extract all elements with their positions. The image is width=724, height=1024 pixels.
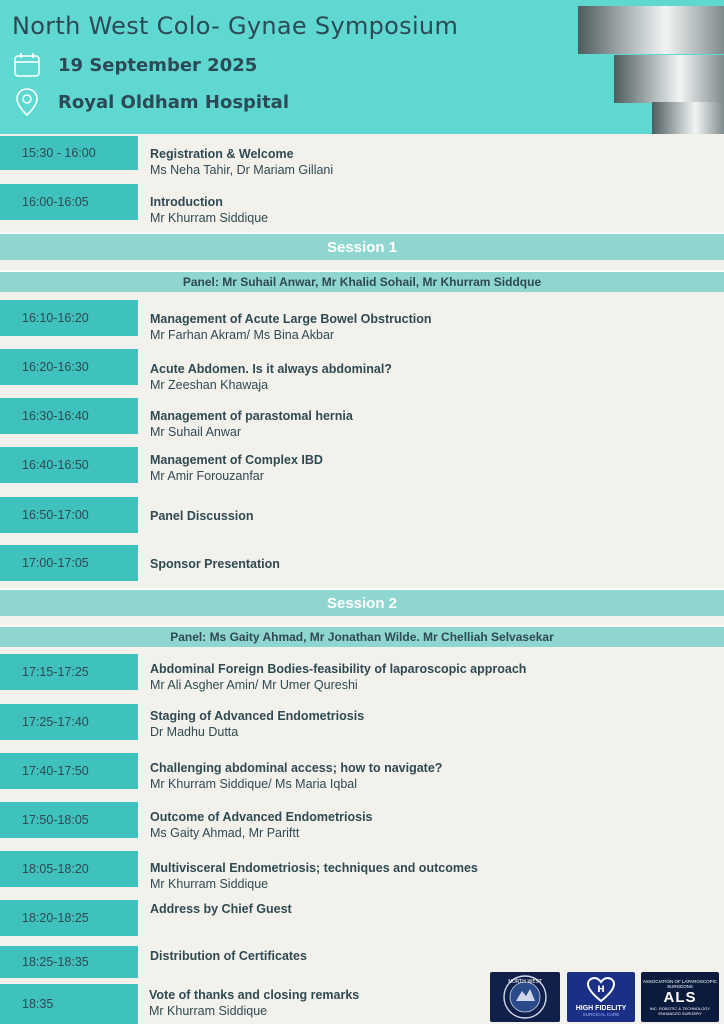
item-title: Sponsor Presentation	[150, 557, 280, 571]
calendar-icon	[12, 50, 42, 80]
item-title: Distribution of Certificates	[150, 949, 307, 963]
heart-icon	[586, 977, 616, 1003]
agenda-item	[150, 146, 670, 178]
agenda-item	[150, 708, 670, 740]
agenda-item	[150, 508, 670, 524]
time-slot: 17:15-17:25	[0, 654, 138, 690]
time-slot: 18:35	[0, 984, 138, 1024]
date-row	[12, 50, 257, 80]
time-slot: 17:00-17:05	[0, 545, 138, 581]
item-speaker: Ms Gaity Ahmad, Mr Pariftt	[150, 826, 300, 840]
agenda-item	[150, 860, 670, 892]
time-slot: 17:25-17:40	[0, 704, 138, 740]
header-banner	[0, 0, 724, 134]
time-slot: 16:20-16:30	[0, 349, 138, 385]
time-slot: 16:40-16:50	[0, 447, 138, 483]
venue-row	[12, 87, 289, 117]
item-speaker: Dr Madhu Dutta	[150, 725, 239, 739]
item-title: Address by Chief Guest	[150, 902, 292, 916]
event-date: 19 September 2025	[58, 54, 258, 76]
item-title: Management of Complex IBD	[150, 453, 323, 467]
item-speaker: Mr Zeeshan Khawaja	[150, 378, 269, 392]
location-pin-icon	[12, 87, 42, 117]
item-title: Challenging abdominal access; how to navigate?	[150, 761, 443, 775]
item-title: Management of parastomal hernia	[150, 409, 353, 423]
item-speaker: Mr Khurram Siddique	[149, 1004, 268, 1018]
panel-members: Panel: Mr Suhail Anwar, Mr Khalid Sohail, Mr Khurram Siddque	[0, 270, 724, 292]
item-speaker: Mr Khurram Siddique	[150, 877, 269, 891]
agenda-item	[150, 901, 670, 917]
item-speaker: Ms Neha Tahir, Dr Mariam Gillani	[150, 163, 334, 177]
item-speaker: Mr Amir Forouzanfar	[150, 469, 264, 483]
time-slot: 18:05-18:20	[0, 851, 138, 887]
time-slot: 18:20-18:25	[0, 900, 138, 936]
item-title: Staging of Advanced Endometriosis	[150, 709, 365, 723]
agenda-item	[150, 556, 670, 572]
item-speaker: Mr Khurram Siddique	[150, 211, 269, 225]
time-slot: 16:00-16:05	[0, 184, 138, 220]
svg-text:H: H	[597, 985, 605, 995]
item-speaker: Mr Farhan Akram/ Ms Bina Akbar	[150, 328, 335, 342]
agenda-item	[150, 948, 670, 964]
item-title: Introduction	[150, 195, 223, 209]
agenda-item	[150, 408, 670, 440]
decorative-bar	[652, 102, 724, 134]
time-slot: 16:50-17:00	[0, 497, 138, 533]
time-slot: 16:10-16:20	[0, 300, 138, 336]
time-slot: 17:40-17:50	[0, 753, 138, 789]
item-title: Abdominal Foreign Bodies-feasibility of laparoscopic approach	[150, 662, 527, 676]
item-title: Management of Acute Large Bowel Obstruction	[150, 312, 432, 326]
panel-members: Panel: Ms Gaity Ahmad, Mr Jonathan Wilde. Mr Chelliah Selvasekar	[0, 625, 724, 647]
item-speaker: Mr Khurram Siddique/ Ms Maria Iqbal	[150, 777, 358, 791]
item-speaker: Mr Suhail Anwar	[150, 425, 242, 439]
item-title: Multivisceral Endometriosis; techniques and outcomes	[150, 861, 478, 875]
item-title: Vote of thanks and closing remarks	[149, 988, 360, 1002]
als-logo: ASSOCIATION OF LAPAROSCOPIC SURGEONS ALS INC. ROBOTIC & TECHNOLOGY ENHANCED SURGERY	[641, 972, 719, 1022]
time-slot: 15:30 - 16:00	[0, 136, 138, 170]
agenda-item	[150, 809, 670, 841]
high-fidelity-logo: H HIGH FIDELITY SURGICAL CARE	[567, 972, 635, 1022]
agenda-item	[150, 760, 670, 792]
time-slot: 18:25-18:35	[0, 946, 138, 978]
svg-text:NORTH WEST: NORTH WEST	[508, 979, 542, 985]
agenda-item	[150, 311, 670, 343]
item-title: Acute Abdomen. Is it always abdominal?	[150, 362, 392, 376]
page-title: North West Colo- Gynae Symposium	[12, 12, 459, 40]
item-title: Outcome of Advanced Endometriosis	[150, 810, 373, 824]
agenda-item	[150, 661, 670, 693]
session-heading: Session 2	[0, 588, 724, 616]
north-west-logo	[490, 972, 560, 1022]
agenda-item	[150, 194, 670, 226]
item-title: Registration & Welcome	[150, 147, 294, 161]
agenda-item	[149, 987, 479, 1019]
decorative-bar	[614, 55, 724, 103]
time-slot: 17:50-18:05	[0, 802, 138, 838]
agenda-item	[150, 452, 670, 484]
item-title: Panel Discussion	[150, 509, 254, 523]
agenda-item	[150, 361, 670, 393]
time-slot: 16:30-16:40	[0, 398, 138, 434]
session-heading: Session 1	[0, 232, 724, 260]
item-speaker: Mr Ali Asgher Amin/ Mr Umer Qureshi	[150, 678, 358, 692]
decorative-bar	[578, 6, 724, 54]
event-venue: Royal Oldham Hospital	[58, 91, 290, 113]
